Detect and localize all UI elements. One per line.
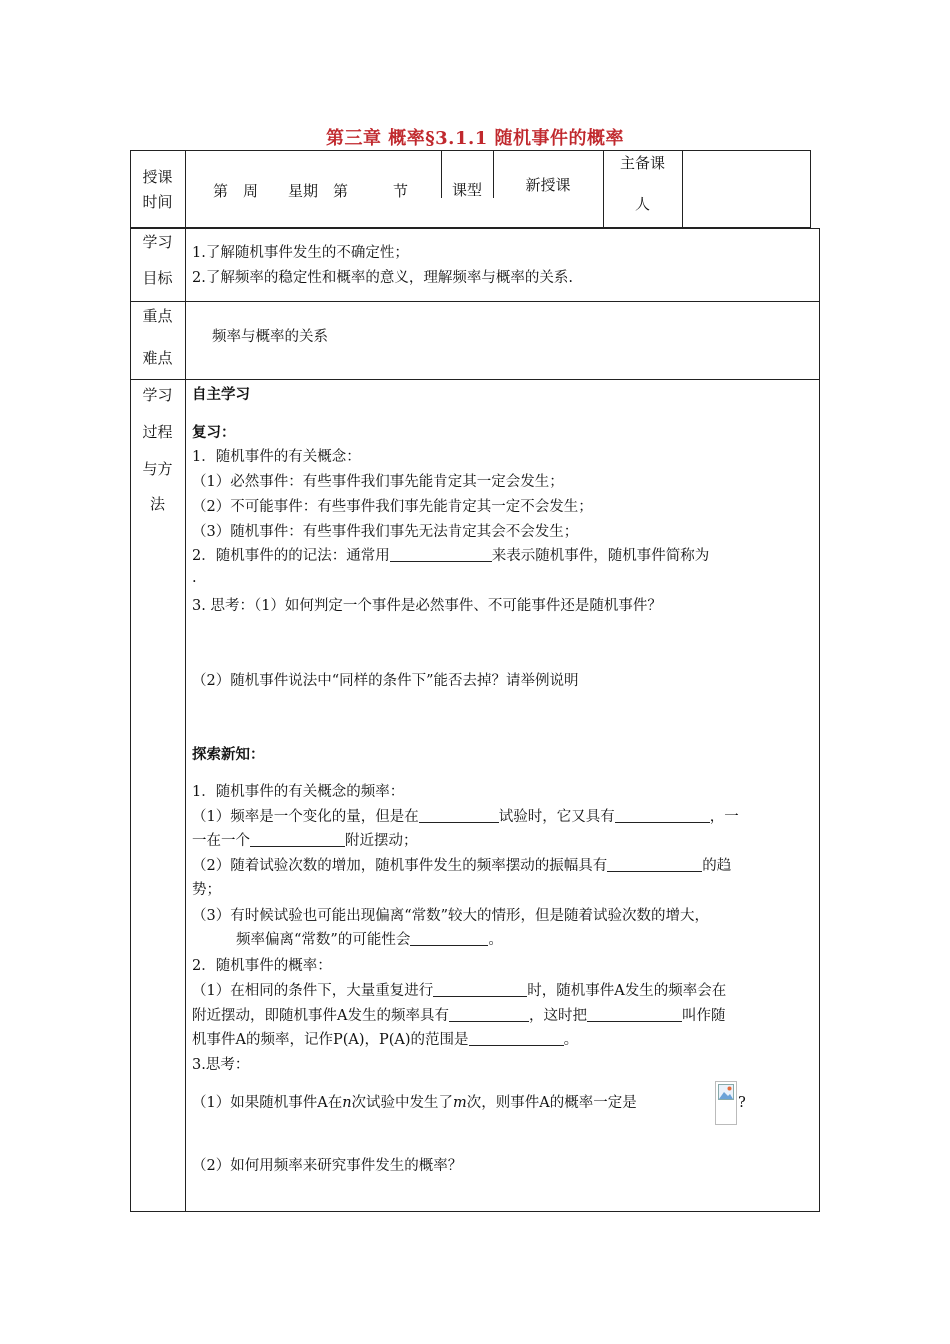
- text: 附近摆动，即随机事件A发生的频率具有: [192, 1008, 449, 1024]
- explore-heading: 探索新知：: [192, 747, 265, 763]
- explore-line: [192, 981, 726, 1001]
- process-label-3: 与方: [142, 460, 173, 478]
- var-n: n: [342, 1095, 352, 1111]
- fill-blank[interactable]: [419, 807, 499, 823]
- explore-line: [192, 831, 418, 851]
- explore-line: 2．随机事件的概率：: [192, 958, 332, 974]
- broken-image-icon: [718, 1084, 734, 1100]
- explore-line: [192, 1030, 578, 1050]
- process-label-2: 过程: [142, 423, 173, 441]
- text: （2）随着试验次数的增加，随机事件发生的频率摆动的振幅具有: [192, 858, 608, 874]
- question-mark: ?: [738, 1095, 746, 1111]
- explore-line: （3）有时候试验也可能出现偏离“常数”较大的情形，但是随着试验次数的增大，: [192, 908, 710, 924]
- process-label-4: 法: [149, 495, 165, 513]
- text: 附近摆动；: [345, 833, 418, 849]
- review-line: （2）不可能事件：有些事件我们事先能肯定其一定不会发生；: [192, 499, 593, 515]
- fill-blank[interactable]: [449, 1006, 529, 1022]
- text: 。: [488, 932, 503, 948]
- explore-line: [192, 807, 739, 827]
- explore-line: 1．随机事件的有关概念的频率：: [192, 784, 405, 800]
- type-value: 新授课: [525, 176, 571, 194]
- fill-blank[interactable]: [615, 807, 710, 823]
- text: ，这时把: [528, 1008, 587, 1024]
- text: 次试验中发生了: [351, 1095, 454, 1111]
- keypoints-label-2: 难点: [142, 349, 173, 367]
- fill-blank[interactable]: [410, 930, 488, 946]
- type-label: 课型: [451, 181, 482, 199]
- label-column-divider: [185, 228, 186, 1212]
- review-heading: 复习：: [192, 425, 236, 441]
- explore-line: [192, 1006, 725, 1026]
- explore-line: [192, 856, 731, 876]
- goal-item: 1.了解随机事件发生的不确定性；: [192, 245, 409, 261]
- keypoints-content: 频率与概率的关系: [212, 329, 328, 345]
- review-line: .: [192, 570, 197, 586]
- review-line: （2）随机事件说法中“同样的条件下”能否去掉？请举例说明: [192, 673, 579, 689]
- fill-blank[interactable]: [390, 546, 492, 562]
- fill-blank[interactable]: [607, 856, 702, 872]
- goal-item: 2.了解频率的稳定性和概率的意义，理解频率与概率的关系.: [192, 270, 573, 286]
- fill-blank[interactable]: [433, 981, 527, 997]
- process-label-1: 学习: [142, 386, 173, 404]
- explore-line: 3.思考：: [192, 1057, 250, 1073]
- text: 时，随机事件A发生的频率会在: [527, 983, 727, 999]
- text: 机事件A的频率，记作P(A)，P(A)的范围是: [192, 1032, 469, 1048]
- time-label-2: 时间: [142, 193, 173, 211]
- keypoints-label-1: 重点: [142, 307, 173, 325]
- var-m: m: [453, 1095, 467, 1111]
- explore-line: （2）如何用频率来研究事件发生的概率？: [192, 1158, 463, 1174]
- review-line: 1．随机事件的有关概念：: [192, 449, 361, 465]
- text: 一在一个: [192, 833, 250, 849]
- preparer-label-2: 人: [634, 195, 650, 213]
- fill-blank[interactable]: [587, 1006, 682, 1022]
- review-line: （1）必然事件：有些事件我们事先能肯定其一定会发生；: [192, 474, 564, 490]
- review-line: [192, 546, 709, 566]
- text: 的趋: [702, 858, 732, 874]
- preparer-label-1: 主备课: [619, 154, 665, 172]
- review-line: （3）随机事件：有些事件我们事先无法肯定其会不会发生；: [192, 524, 579, 540]
- explore-line: [192, 1093, 637, 1113]
- text: （1）频率是一个变化的量，但是在: [192, 809, 419, 825]
- text: （1）如果随机事件A在: [192, 1095, 343, 1111]
- time-label-1: 授课: [142, 168, 173, 186]
- text: ，一: [709, 809, 739, 825]
- text: 。: [563, 1032, 579, 1048]
- self-study-heading: 自主学习: [192, 387, 250, 403]
- fill-blank[interactable]: [250, 831, 345, 847]
- time-value: 第 周 星期 第 节: [213, 182, 409, 200]
- text: 频率偏离“常数”的可能性会: [236, 932, 411, 948]
- text: 来表示随机事件，随机事件简称为: [491, 548, 710, 564]
- explore-line: 势；: [192, 882, 221, 898]
- formula-image-placeholder: [715, 1081, 737, 1125]
- text: 2．随机事件的的记法：通常用: [192, 548, 390, 564]
- text: 叫作随: [681, 1008, 726, 1024]
- header-divider: [185, 150, 186, 228]
- header-divider: [682, 150, 683, 228]
- text: 次，则事件A的概率一定是: [466, 1095, 637, 1111]
- row-divider: [130, 301, 820, 302]
- row-divider: [130, 379, 820, 380]
- fill-blank[interactable]: [469, 1030, 564, 1046]
- goals-label-1: 学习: [142, 233, 173, 251]
- text: （1）在相同的条件下，大量重复进行: [192, 983, 434, 999]
- review-line: 3. 思考：（1）如何判定一个事件是必然事件、不可能事件还是随机事件？: [192, 598, 662, 614]
- explore-line: [236, 930, 503, 950]
- text: 试验时，它又具有: [498, 809, 615, 825]
- page-title: 第三章 概率§3.1.1 随机事件的概率: [325, 128, 625, 149]
- goals-label-2: 目标: [142, 269, 173, 287]
